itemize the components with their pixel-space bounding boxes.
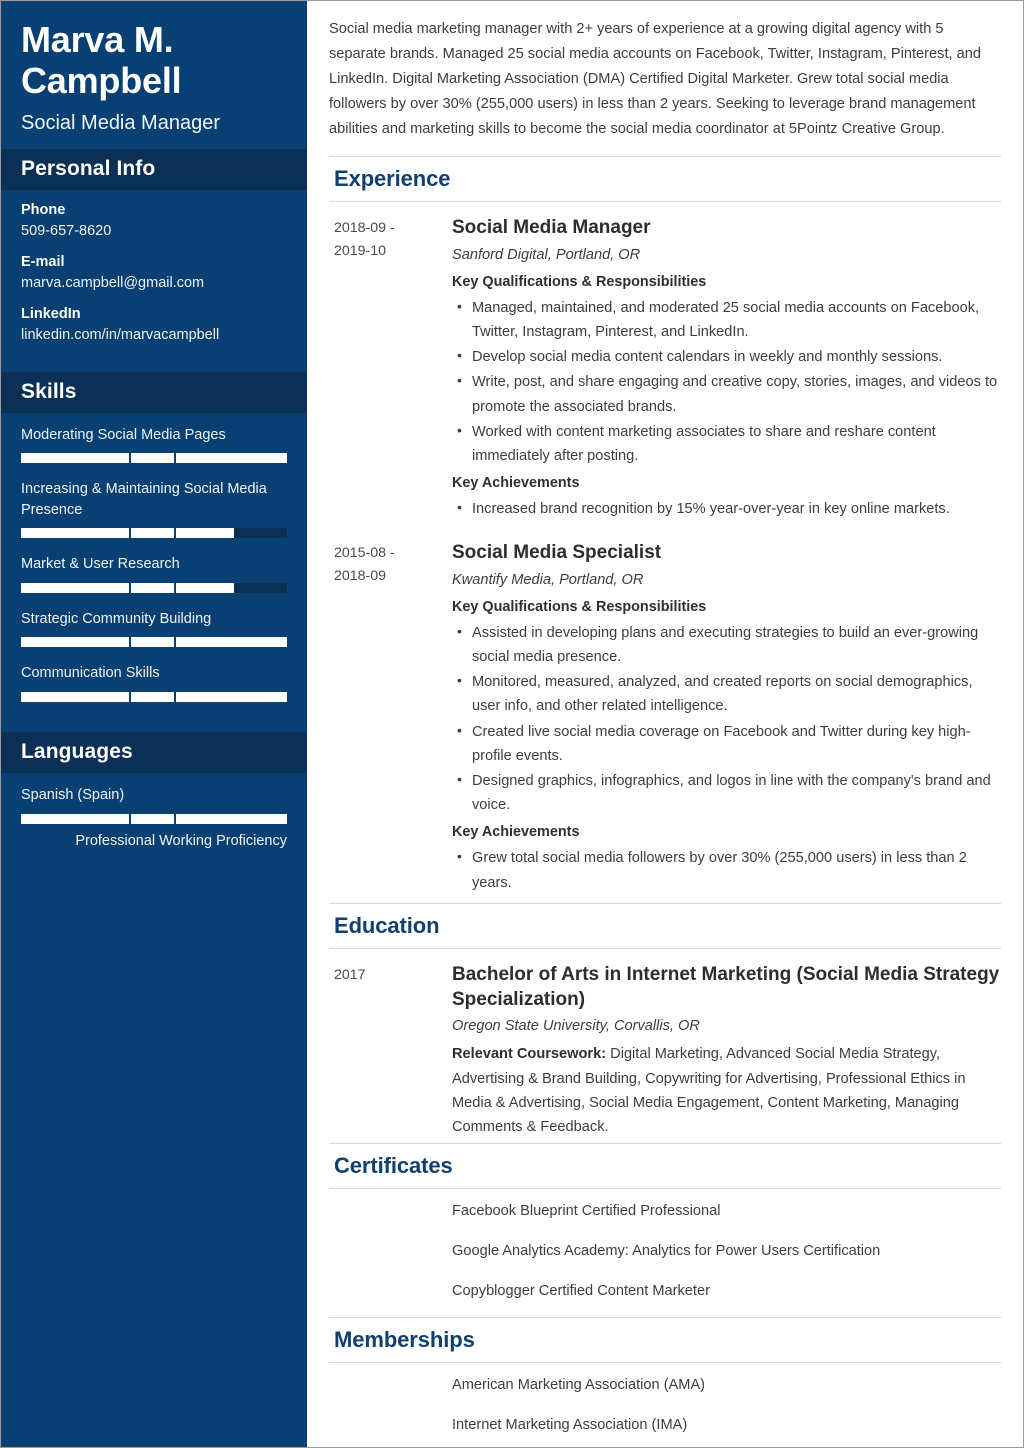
bullet-item: • Designed graphics, infographics, and logos in line with the company's brand and voice. [470, 769, 1001, 817]
achievements-list [452, 497, 1001, 521]
skill-item [21, 479, 287, 538]
bullet-item: • Increased brand recognition by 15% year-over-year in key online markets. [470, 497, 1001, 521]
section-heading-languages: Languages [1, 732, 307, 773]
achievements-label: Key Achievements [452, 475, 580, 492]
contact-label: Phone [21, 202, 66, 219]
skills-list [1, 413, 307, 732]
personal-info-list [1, 190, 307, 372]
section-heading-experience: Experience [329, 156, 1001, 202]
skill-level-fill [21, 637, 287, 647]
language-level-fill [21, 814, 287, 824]
education-date: 2017 [334, 966, 366, 983]
skill-level-fill [21, 583, 234, 593]
education-entry [329, 949, 1001, 1141]
coursework-label: Relevant Coursework: [452, 1046, 607, 1063]
main-content [307, 1, 1023, 1447]
qualifications-label: Key Qualifications & Responsibilities [452, 598, 707, 615]
qualifications-list [452, 621, 1001, 818]
experience-job-title: Social Media Manager [452, 217, 651, 239]
certificates-list [329, 1189, 1001, 1315]
bullet-item: • Worked with content marketing associates to share and reshare content immediately after posting. [470, 420, 1001, 468]
skill-level-bar [21, 583, 287, 593]
bullet-item: • Write, post, and share engaging and creative copy, stories, images, and videos to promote the associated brands. [470, 370, 1001, 418]
skill-item [21, 609, 287, 648]
skill-level-bar [21, 528, 287, 538]
membership-item: Internet Marketing Association (IMA) [452, 1416, 688, 1433]
contact-item-phone [21, 202, 287, 241]
experience-entry [329, 527, 1001, 900]
languages-list [1, 773, 307, 867]
bullet-item: • Assisted in developing plans and executing strategies to build an ever-growing social media presence. [470, 621, 1001, 669]
skill-level-fill [21, 692, 287, 702]
experience-job-title: Social Media Specialist [452, 542, 662, 564]
bullet-item: • Monitored, measured, analyzed, and created reports on social demographics, user info, and other related intelligence. [470, 670, 1001, 718]
skill-label: Strategic Community Building [21, 610, 212, 627]
bullet-item: • Created live social media coverage on Facebook and Twitter during key high-profile events. [470, 720, 1001, 768]
linkedin-value[interactable]: linkedin.com/in/marvacampbell [21, 326, 220, 343]
skill-label: Market & User Research [21, 556, 180, 573]
achievements-label: Key Achievements [452, 824, 580, 841]
contact-item-linkedin [21, 306, 287, 345]
section-heading-memberships: Memberships [329, 1317, 1001, 1363]
qualifications-label: Key Qualifications & Responsibilities [452, 273, 707, 290]
skill-level-fill [21, 453, 287, 463]
section-heading-personal-info: Personal Info [1, 149, 307, 190]
education-degree: Bachelor of Arts in Internet Marketing (Social Media Strategy Specialization) [452, 963, 1000, 1011]
achievements-list [452, 846, 1001, 894]
contact-label: E-mail [21, 253, 65, 270]
language-proficiency-label: Professional Working Proficiency [75, 832, 287, 849]
skill-label: Communication Skills [21, 665, 160, 682]
contact-item-email [21, 254, 287, 293]
skill-level-fill [21, 528, 234, 538]
skill-level-bar [21, 692, 287, 702]
professional-summary: Social media marketing manager with 2+ years of experience at a growing digital agency with 5 separate brands. Managed 25 social media accounts on Facebook, Twitter, Instagram, Pinterest, and LinkedIn. Digital Marketing Association (DMA) Certified Digital Marketer. Grew total social media followers by over 30% (255,000 users) in less than 2 years. Seeking to leverage brand management abilities and marketing skills to become the social media coordinator at 5Pointz Creative Group. [329, 21, 981, 138]
education-school: Oregon State University, Corvallis, OR [452, 1018, 700, 1035]
bullet-item: • Develop social media content calendars in weekly and monthly sessions. [470, 345, 1001, 369]
name-block [1, 1, 307, 149]
memberships-list [329, 1363, 1001, 1448]
experience-entry-body [452, 215, 1001, 525]
skill-item [21, 663, 287, 702]
education-coursework [452, 1042, 1001, 1139]
section-heading-education: Education [329, 903, 1001, 949]
experience-section [329, 156, 1001, 900]
certificates-section [329, 1143, 1001, 1315]
qualifications-list [452, 296, 1001, 469]
coursework-text: Digital Marketing, Advanced Social Media Strategy, Advertising & Brand Building, Copywriting for Advertising, Professional Ethics in Media & Advertising, Social Media Engagement, Content Marketing, Managing Comments & Feedback. [452, 1046, 966, 1135]
education-section [329, 903, 1001, 1141]
language-level-bar [21, 814, 287, 824]
experience-entry [329, 202, 1001, 527]
experience-date: 2018-09 - 2019-10 [334, 220, 395, 260]
certificate-item: Copyblogger Certified Content Marketer [452, 1282, 710, 1299]
language-item [21, 785, 287, 849]
skill-label: Increasing & Maintaining Social Media Presence [21, 481, 267, 518]
language-label: Spanish (Spain) [21, 787, 125, 804]
email-value[interactable]: marva.campbell@gmail.com [21, 274, 205, 291]
skill-label: Moderating Social Media Pages [21, 426, 226, 443]
sidebar [1, 1, 307, 1447]
experience-company: Kwantify Media, Portland, OR [452, 571, 644, 588]
skill-item [21, 425, 287, 464]
candidate-name: Marva M. Campbell [21, 19, 182, 102]
experience-date: 2015-08 - 2018-09 [334, 545, 395, 585]
certificate-item: Facebook Blueprint Certified Professional [452, 1203, 721, 1220]
bullet-item: • Grew total social media followers by over 30% (255,000 users) in less than 2 years. [470, 846, 1001, 894]
experience-entry-body [452, 540, 1001, 898]
bullet-item: • Managed, maintained, and moderated 25 social media accounts on Facebook, Twitter, Instagram, Pinterest, and LinkedIn. [470, 296, 1001, 344]
certificate-item: Google Analytics Academy: Analytics for Power Users Certification [452, 1243, 881, 1260]
skill-level-bar [21, 637, 287, 647]
memberships-section [329, 1317, 1001, 1448]
skill-level-bar [21, 453, 287, 463]
candidate-job-title: Social Media Manager [21, 112, 220, 135]
section-heading-skills: Skills [1, 372, 307, 413]
skill-item [21, 554, 287, 593]
membership-item: American Marketing Association (AMA) [452, 1376, 706, 1393]
phone-value: 509-657-8620 [21, 223, 112, 240]
contact-label: LinkedIn [21, 305, 81, 322]
experience-company: Sanford Digital, Portland, OR [452, 246, 641, 263]
section-heading-certificates: Certificates [329, 1143, 1001, 1189]
education-entry-body [452, 962, 1001, 1139]
